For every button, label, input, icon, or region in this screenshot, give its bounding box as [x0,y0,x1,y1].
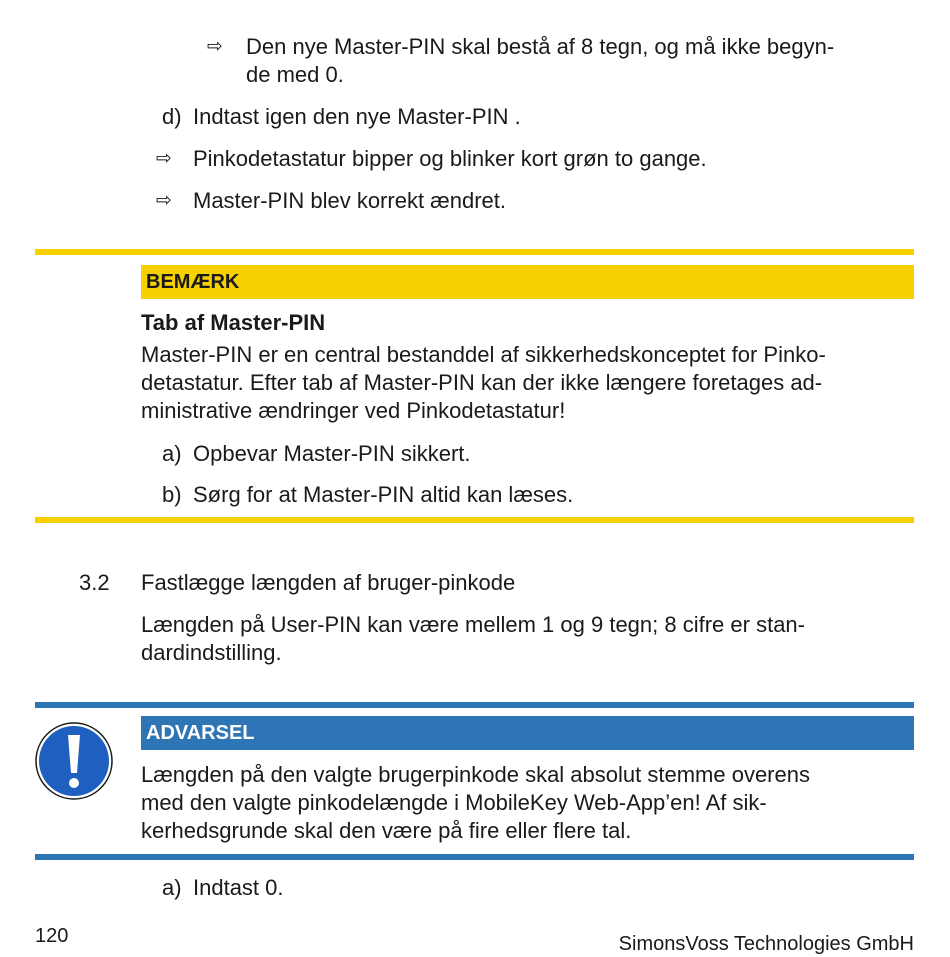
footer-company: SimonsVoss Technologies GmbH [618,933,914,955]
section-number: 3.2 [79,570,110,595]
result-arrow-icon: ⇨ [156,148,172,169]
step-text: Indtast igen den nye Master-PIN . [193,104,521,129]
exclamation-mark-icon [34,721,114,801]
warning-line: kerhedsgrunde skal den være på fire eller flere tal. [141,818,632,843]
note-step-text: Sørg for at Master-PIN altid kan læses. [193,482,574,507]
warning-line: med den valgte pinkodelængde i MobileKey Web-App’en! Af sik- [141,790,767,815]
note-step-marker: a) [162,441,182,466]
result-text: Pinkodetastatur bipper og blinker kort grøn to gange. [193,146,707,171]
section-heading: Fastlægge længden af bruger-pinkode [141,570,516,595]
result-line: Den nye Master-PIN skal bestå af 8 tegn, og må ikke begyn- [246,34,835,59]
final-step-marker: a) [162,875,182,900]
warning-body [141,761,916,845]
note-title: Tab af Master-PIN [141,310,326,335]
note-bottom-rule [35,517,914,523]
note-line: detastatur. Efter tab af Master-PIN kan der ikke længere foretages ad- [141,370,823,395]
warning-line: Længden på den valgte brugerpinkode skal absolut stemme overens [141,762,810,787]
section-line: Længden på User-PIN kan være mellem 1 og 9 tegn; 8 cifre er stan- [141,612,805,637]
final-step-text: Indtast 0. [193,875,284,900]
note-line: Master-PIN er en central bestanddel af sikkerhedskonceptet for Pinko- [141,342,826,367]
result-arrow-icon: ⇨ [156,190,172,211]
section-body [141,611,916,667]
result-line: de med 0. [246,62,344,87]
result-text-master-pin-length [246,33,914,89]
note-step-marker: b) [162,482,182,507]
result-arrow-icon: ⇨ [207,36,223,57]
warning-top-rule [35,702,914,708]
page-number: 120 [35,925,69,947]
note-top-rule [35,249,914,255]
warning-label-bar: ADVARSEL [141,716,914,750]
note-line: ministrative ændringer ved Pinkodetastatur! [141,398,566,423]
note-step-text: Opbevar Master-PIN sikkert. [193,441,471,466]
note-body [141,341,916,425]
section-line: dardindstilling. [141,640,282,665]
warning-bottom-rule [35,854,914,860]
result-text: Master-PIN blev korrekt ændret. [193,188,506,213]
note-label-bar: BEMÆRK [141,265,914,299]
step-marker: d) [162,104,182,129]
